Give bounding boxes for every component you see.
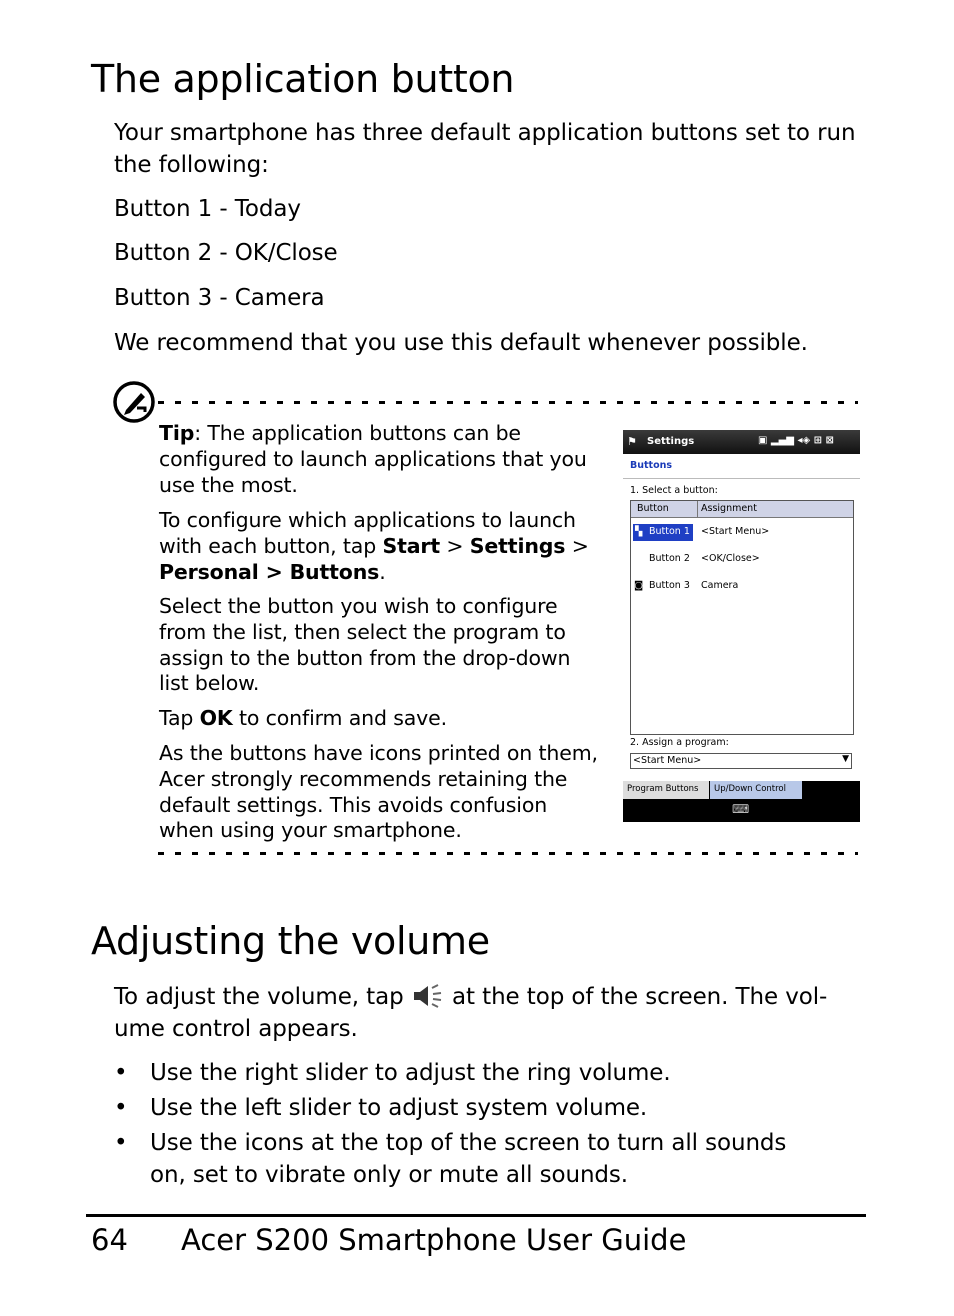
section-heading-adjusting-volume: Adjusting the volume: [91, 919, 490, 963]
col-button: Button: [637, 503, 669, 514]
row-assignment: <Start Menu>: [701, 526, 770, 537]
volume-intro-text: To adjust the volume, tap: [114, 984, 404, 1010]
tab-up-down-control[interactable]: [710, 781, 802, 799]
tip-paragraph-5: As the buttons have icons printed on them, Acer strongly recommends retaining the default settings. This avoids confusion when using your smartphone.: [159, 741, 598, 843]
tab-label: Up/Down Control: [714, 784, 786, 794]
bullet-marker: •: [114, 1095, 128, 1121]
bullet-item: [114, 1127, 800, 1191]
bullet-marker: •: [114, 1130, 128, 1156]
button-2-line: Button 2 - OK/Close: [114, 240, 338, 266]
list-row[interactable]: [631, 577, 853, 596]
phone-tabs: [623, 781, 860, 799]
tip-p2-text: To configure which applications to launch with each button, tap: [159, 508, 576, 558]
row-button: Button 2: [649, 553, 690, 564]
status-icons: ▣ ▂▄▆ ◂◈ ⊞ ⊠: [758, 435, 834, 446]
phone-screenshot: [623, 430, 860, 822]
button-3-line: Button 3 - Camera: [114, 285, 325, 311]
phone-subtitle: Buttons: [630, 460, 673, 471]
volume-intro-line-1: [114, 981, 874, 1013]
col-assignment: Assignment: [701, 503, 757, 514]
row-icon: ▚: [635, 526, 643, 537]
path-separator: >: [440, 533, 470, 558]
volume-intro-text-cont: at the top of the screen. The vol-: [452, 984, 828, 1010]
tip-paragraph-4: [159, 706, 604, 732]
phone-title-bar: [623, 430, 860, 454]
row-assignment: <OK/Close>: [701, 553, 760, 564]
tab-label: Program Buttons: [627, 784, 699, 794]
bullet-text: Use the icons at the top of the screen to turn all sounds on, set to vibrate only or mute all sounds.: [150, 1130, 787, 1188]
recommend-paragraph: We recommend that you use this default whenever possible.: [114, 330, 808, 356]
phone-title: Settings: [647, 436, 695, 447]
speaker-icon: [411, 984, 445, 1008]
tab-program-buttons[interactable]: [623, 781, 709, 799]
note-icon: [113, 380, 157, 424]
phone-body: [623, 454, 860, 781]
footer-rule: [86, 1214, 866, 1217]
keyboard-icon[interactable]: ⌨: [732, 802, 750, 816]
list-row[interactable]: [631, 523, 853, 542]
tip-paragraph-2: [159, 508, 604, 585]
path-separator: >: [565, 533, 589, 558]
personal-buttons-path: Personal > Buttons: [159, 559, 380, 584]
step-2-label: 2. Assign a program:: [630, 737, 729, 748]
windows-flag-icon: ⚑: [627, 435, 637, 448]
list-header: [631, 501, 853, 518]
phone-softkey-bar: [623, 799, 860, 822]
step-1-label: 1. Select a button:: [630, 485, 718, 496]
tip-label: Tip: [159, 421, 195, 445]
row-button: Button 3: [649, 580, 690, 591]
bullet-text: Use the right slider to adjust the ring volume.: [150, 1060, 671, 1086]
dropdown-value: <Start Menu>: [633, 755, 702, 766]
footer-title: Acer S200 Smartphone User Guide: [181, 1223, 687, 1257]
period: .: [379, 559, 386, 584]
start-path: Start: [382, 533, 441, 558]
col-divider: [697, 501, 698, 517]
tip-text: : The application buttons can be configured to launch applications that you use the most.: [159, 421, 587, 497]
ok-label: OK: [199, 706, 233, 730]
tip-bottom-divider: [158, 852, 858, 855]
program-dropdown[interactable]: [630, 753, 852, 769]
bullet-item: [114, 1092, 910, 1124]
bullet-text: Use the left slider to adjust system volume.: [150, 1095, 648, 1121]
button-1-line: Button 1 - Today: [114, 196, 301, 222]
tip-paragraph-3: Select the button you wish to configure from the list, then select the program to assign to the button from the drop-down list below.: [159, 594, 571, 696]
button-list[interactable]: [630, 500, 854, 735]
chevron-down-icon: ▼: [842, 754, 849, 764]
tip-top-divider: [158, 401, 858, 404]
section-heading-application-button: The application button: [91, 57, 515, 101]
bullet-item: [114, 1057, 910, 1089]
tip-p4-text: Tap: [159, 706, 200, 730]
camera-icon: ◙: [634, 580, 644, 591]
bullet-marker: •: [114, 1060, 128, 1086]
settings-path: Settings: [469, 533, 566, 558]
row-button: Button 1: [649, 526, 690, 537]
row-assignment: Camera: [701, 580, 739, 591]
page-number: 64: [91, 1223, 128, 1257]
tip-p4-text-end: to confirm and save.: [232, 706, 447, 730]
volume-intro-line-2: ume control appears.: [114, 1016, 358, 1042]
tip-paragraph-1: [159, 421, 604, 498]
subtitle-divider: [623, 478, 860, 479]
intro-paragraph: Your smartphone has three default application buttons set to run the following:: [114, 120, 856, 178]
list-row[interactable]: [631, 550, 853, 569]
